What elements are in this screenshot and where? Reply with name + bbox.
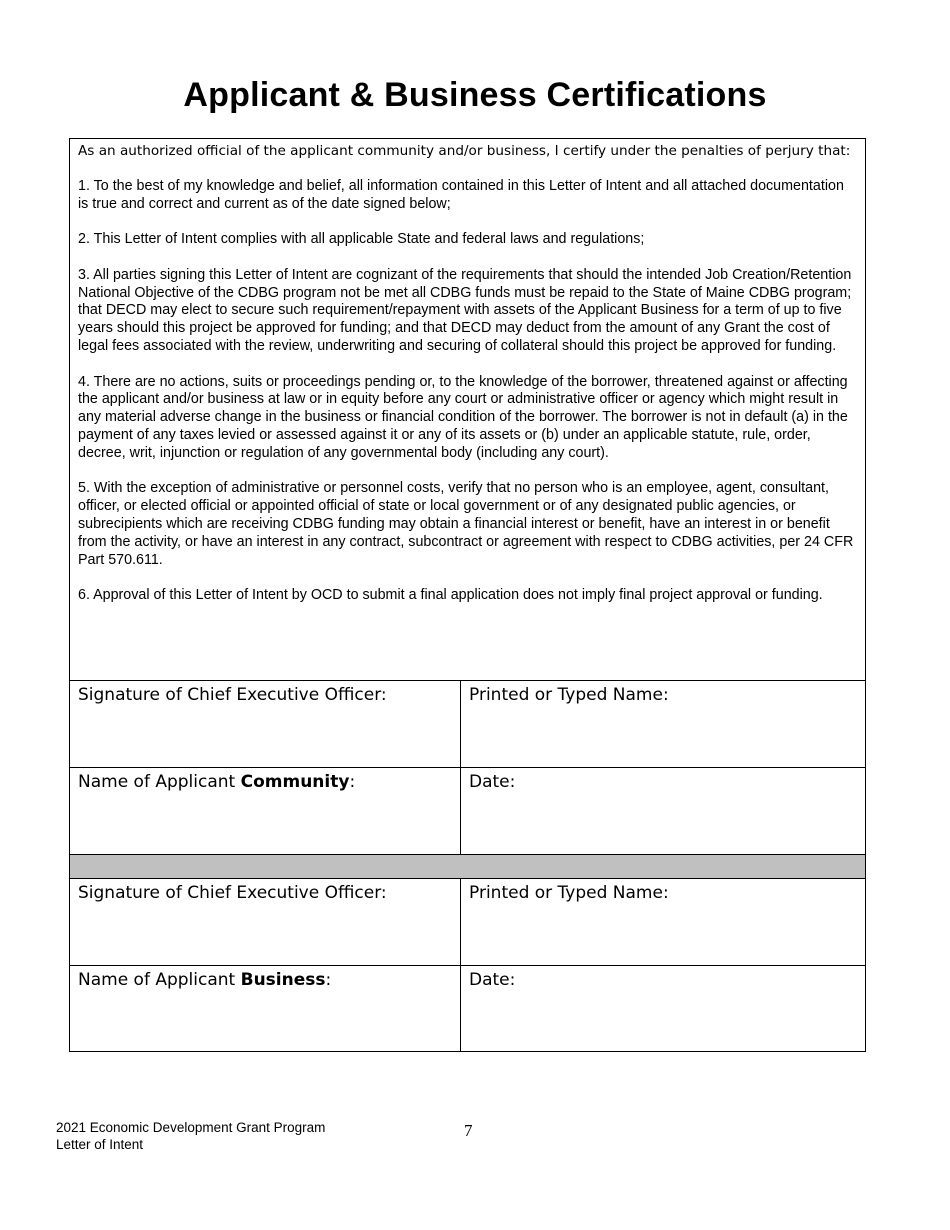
certification-text [70,139,865,680]
community-name-label-prefix: Name of Applicant [78,772,241,792]
certification-item-4: 4. There are no actions, suits or proceedings pending or, to the knowledge of the borrower, threatened against or affecting the applicant and/or business at law or in equity before any court or administrative officer or agency which might result in any material adverse change in the business or financial condition of the borrower. The borrower is not in default (a) in the payment of any taxes levied or assessed against it or any of its assets or (b) under an applicable statute, rule, order, decree, writ, injunction or regulation of any governmental body (including any court). [78,373,848,461]
community-signature-field[interactable] [70,681,461,767]
community-name-row [70,767,865,854]
business-name-field[interactable] [70,966,461,1051]
business-printed-name-label: Printed or Typed Name: [469,883,669,903]
community-printed-name-field[interactable] [461,681,865,767]
community-name-label-bold: Community [240,772,350,792]
certification-intro: As an authorized official of the applicant community and/or business, I certify under the penalties of perjury that: [78,143,851,159]
business-name-row [70,965,865,1051]
page-title: Applicant & Business Certifications [183,76,767,114]
community-signature-label: Signature of Chief Executive Officer: [78,685,387,705]
community-name-label-suffix: : [349,772,356,792]
certification-item-3: 3. All parties signing this Letter of Intent are cognizant of the requirements that should the intended Job Creation/Retention National Objective of the CDBG program not be met all CDBG funds must be repaid to the State of Maine CDBG program; that DECD may elect to secure such requirement/repayment with assets of the Applicant Business for a term of up to five years should this project be approved for funding; and that DECD may deduct from the amount of any Grant the cost of legal fees associated with the review, underwriting and securing of collateral should this project be approved for funding. [78,266,852,354]
certification-form [69,138,866,1052]
business-date-field[interactable] [461,966,865,1051]
footer-program [56,1120,325,1153]
certification-item-1: 1. To the best of my knowledge and belief, all information contained in this Letter of Intent and all attached documentation is true and correct and current as of the date signed below; [78,177,844,212]
business-signature-row [70,878,865,965]
certification-item-5: 5. With the exception of administrative or personnel costs, verify that no person who is an employee, agent, consultant, officer, or elected official or appointed official of state or local government or of any designated public agencies, or subrecipients which are receiving CDBG funding may obtain a financial interest or benefit, have an interest in or benefit from the activity, or have an interest in any contract, subcontract or agreement with respect to CDBG activities, per 24 CFR Part 570.611. [78,480,854,568]
business-name-label-suffix: : [325,970,332,990]
footer-line-1: 2021 Economic Development Grant Program [56,1120,326,1135]
business-signature-field[interactable] [70,879,461,965]
business-printed-name-field[interactable] [461,879,865,965]
business-name-label-bold: Business [240,970,326,990]
certification-item-2: 2. This Letter of Intent complies with all applicable State and federal laws and regulations; [78,231,645,248]
community-date-field[interactable] [461,768,865,854]
community-date-label: Date: [469,772,516,792]
business-name-label-prefix: Name of Applicant [78,970,241,990]
community-printed-name-label: Printed or Typed Name: [469,685,669,705]
business-date-label: Date: [469,970,516,990]
business-signature-label: Signature of Chief Executive Officer: [78,883,387,903]
page-number: 7 [464,1121,473,1140]
community-signature-row [70,680,865,767]
community-name-field[interactable] [70,768,461,854]
footer-line-2: Letter of Intent [56,1136,144,1152]
certification-item-6: 6. Approval of this Letter of Intent by OCD to submit a final application does not imply final project approval or funding. [78,587,823,604]
section-divider [70,854,865,878]
